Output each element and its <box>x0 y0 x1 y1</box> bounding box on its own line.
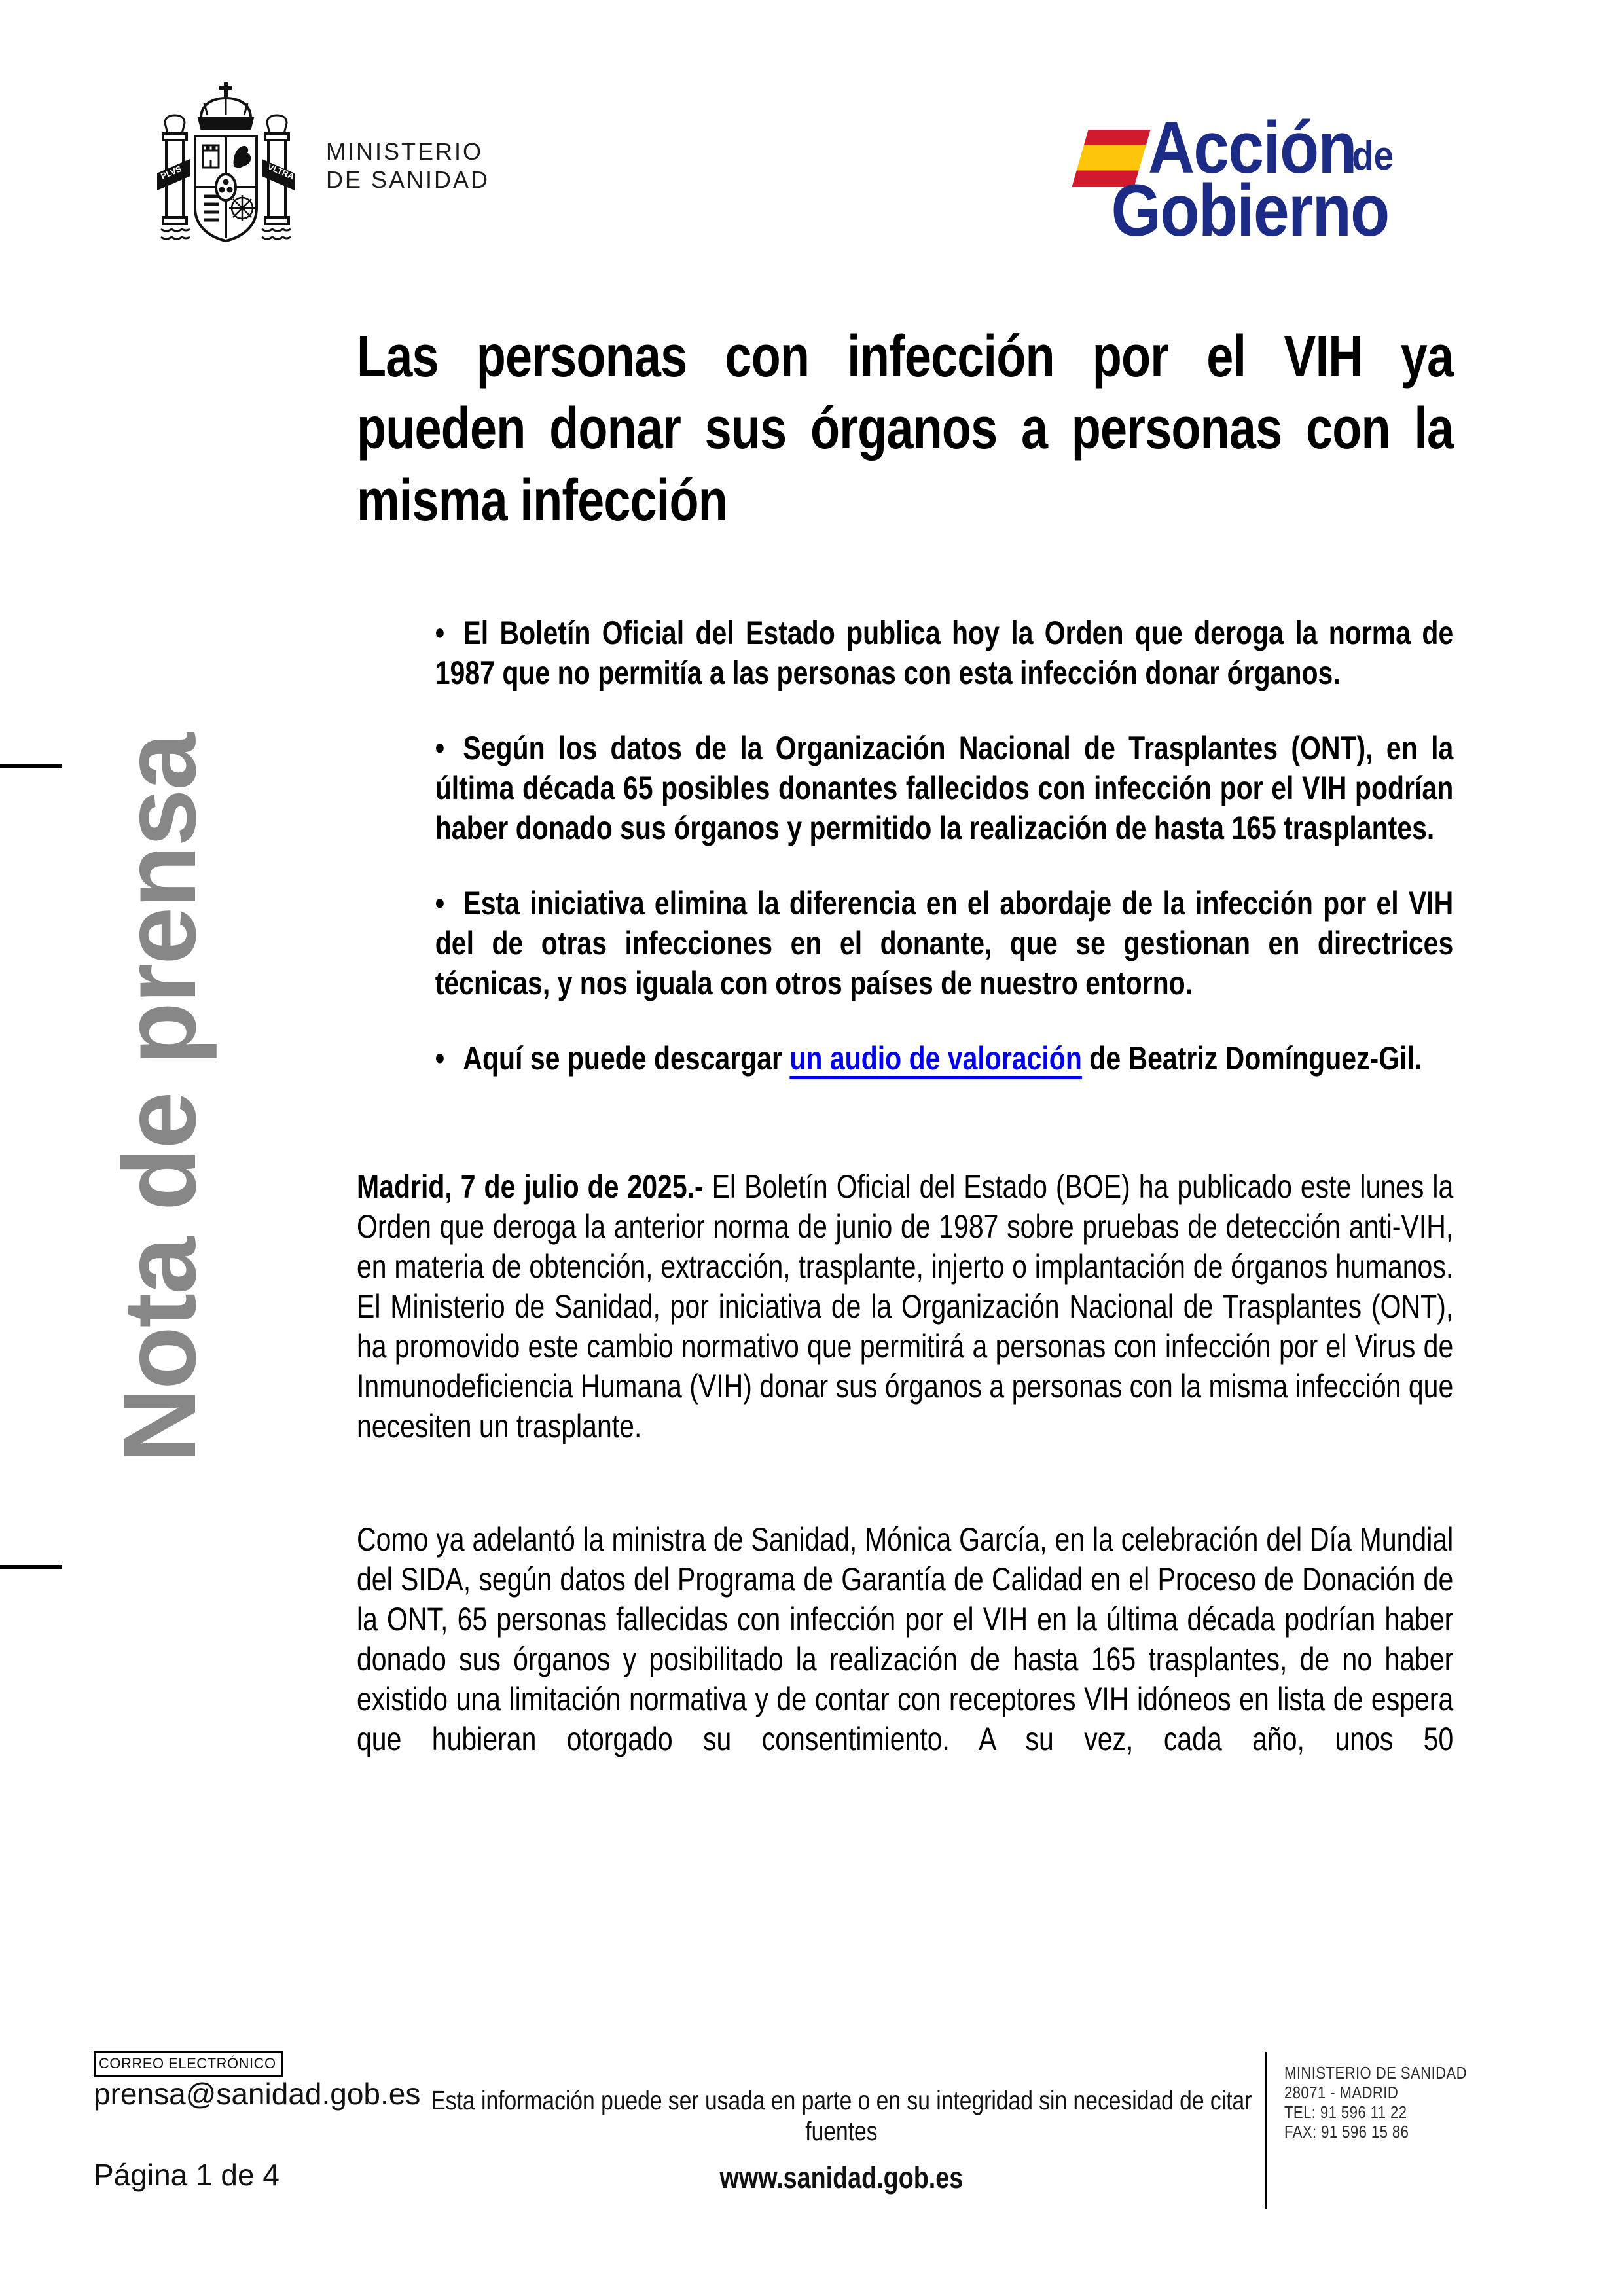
bullet-icon: • <box>435 885 445 922</box>
page-title-line-2: pueden donar sus órganos a personas con la <box>357 396 1454 461</box>
left-margin-mark-top <box>0 764 62 768</box>
page-indicator: Página 1 de 4 <box>94 2158 280 2192</box>
bullet-text-1: El Boletín Oficial del Estado publica hoy la Orden que deroga la norma de 1987 que no permitía a las personas con esta infección donar órganos. <box>435 615 1454 691</box>
press-email: prensa@sanidad.gob.es <box>94 2077 421 2111</box>
page-title-line-3: misma infección <box>357 468 727 533</box>
bullet-item-2 <box>435 728 1454 848</box>
usage-note: Esta información puede ser usada en parte o en su integridad sin necesidad de citar fuentes <box>431 2085 1252 2146</box>
logo-word-de: de <box>1352 134 1394 179</box>
page-title-line-1: Las personas con infección por el VIH ya <box>357 324 1454 389</box>
logo-word-gobierno: Gobierno <box>1111 170 1389 251</box>
bullet-text-3: Esta iniciativa elimina la diferencia en el abordaje de la infección por el VIH del de otras infecciones en el donante, que se gestionan en directrices técnicas, y nos iguala con otros países de nuestro entorno. <box>435 885 1454 1001</box>
bullet-icon: • <box>435 615 445 651</box>
audio-download-link[interactable]: un audio de valoración <box>789 1040 1082 1077</box>
bullet-item-4 <box>435 1039 1454 1079</box>
footer-divider <box>1265 2052 1267 2209</box>
ministry-address-line1: MINISTERIO DE SANIDAD <box>1284 2063 1468 2083</box>
dateline: Madrid, 7 de julio de 2025.- <box>357 1168 704 1205</box>
ministry-header-name <box>326 137 490 194</box>
left-margin-mark-bottom <box>0 1565 62 1569</box>
pillar-banner-left: PLVS <box>159 164 183 181</box>
bullet-icon: • <box>435 730 445 766</box>
pillar-banner-right: VLTRA <box>266 161 296 182</box>
ministry-address-block <box>1284 2063 1518 2142</box>
ministry-header-line1: MINISTERIO <box>326 138 484 165</box>
ministry-address-line4: FAX: 91 596 15 86 <box>1284 2122 1409 2142</box>
bullet-text-4-after: de Beatriz Domínguez-Gil. <box>1081 1040 1422 1077</box>
ministry-address-line3: TEL: 91 596 11 22 <box>1284 2102 1407 2122</box>
bullet-text-4-before: Aquí se puede descargar <box>463 1040 790 1077</box>
document-body <box>357 321 1453 1759</box>
website-url: www.sanidad.gob.es <box>719 2161 964 2195</box>
paragraph-2: Como ya adelantó la ministra de Sanidad, Mónica García, en la celebración del Día Mundial del SIDA, según datos del Programa de Garantía de Calidad en el Proceso de Donación de la ONT, 65 personas fallecidas con infección por el VIH en la última década podrían haber donado sus órganos y posibilitado la realización de hasta 165 trasplantes, de no haber existido una limitación normativa y de contar con receptores VIH idóneos en lista de espera que hubieran otorgado su consentimiento. A su vez, cada año, unos 50 <box>357 1521 1454 1757</box>
spain-coat-of-arms-icon <box>152 77 300 253</box>
ministry-address-line2: 28071 - MADRID <box>1284 2083 1399 2102</box>
nota-de-prensa-vertical-label: Nota de prensa <box>102 734 217 1463</box>
accion-de-gobierno-logo <box>1080 107 1403 251</box>
logo-word-accion: Acción <box>1147 107 1356 188</box>
email-label-box: CORREO ELECTRÓNICO <box>94 2051 283 2077</box>
paragraph-1 <box>357 1167 1453 1446</box>
bullet-item-1 <box>435 613 1454 693</box>
bullet-icon: • <box>435 1040 445 1077</box>
paragraph-1-text: El Boletín Oficial del Estado (BOE) ha publicado este lunes la Orden que deroga la anterior norma de junio de 1987 sobre pruebas de detección anti-VIH, en materia de obtención, extracción, trasplante, injerto o implantación de órganos humanos. El Ministerio de Sanidad, por iniciativa de la Organización Nacional de Trasplantes (ONT), ha promovido este cambio normativo que permitirá a personas con infección por el Virus de Inmunodeficiencia Humana (VIH) donar sus órganos a personas con la misma infección que necesiten un trasplante. <box>357 1168 1454 1444</box>
bullet-text-2: Según los datos de la Organización Nacional de Trasplantes (ONT), en la última década 65 posibles donantes fallecidos con infección por el VIH podrían haber donado sus órganos y permitido la realización de hasta 165 trasplantes. <box>435 730 1454 846</box>
ministry-header-line2: DE SANIDAD <box>326 166 490 193</box>
bullet-item-3 <box>435 884 1454 1003</box>
